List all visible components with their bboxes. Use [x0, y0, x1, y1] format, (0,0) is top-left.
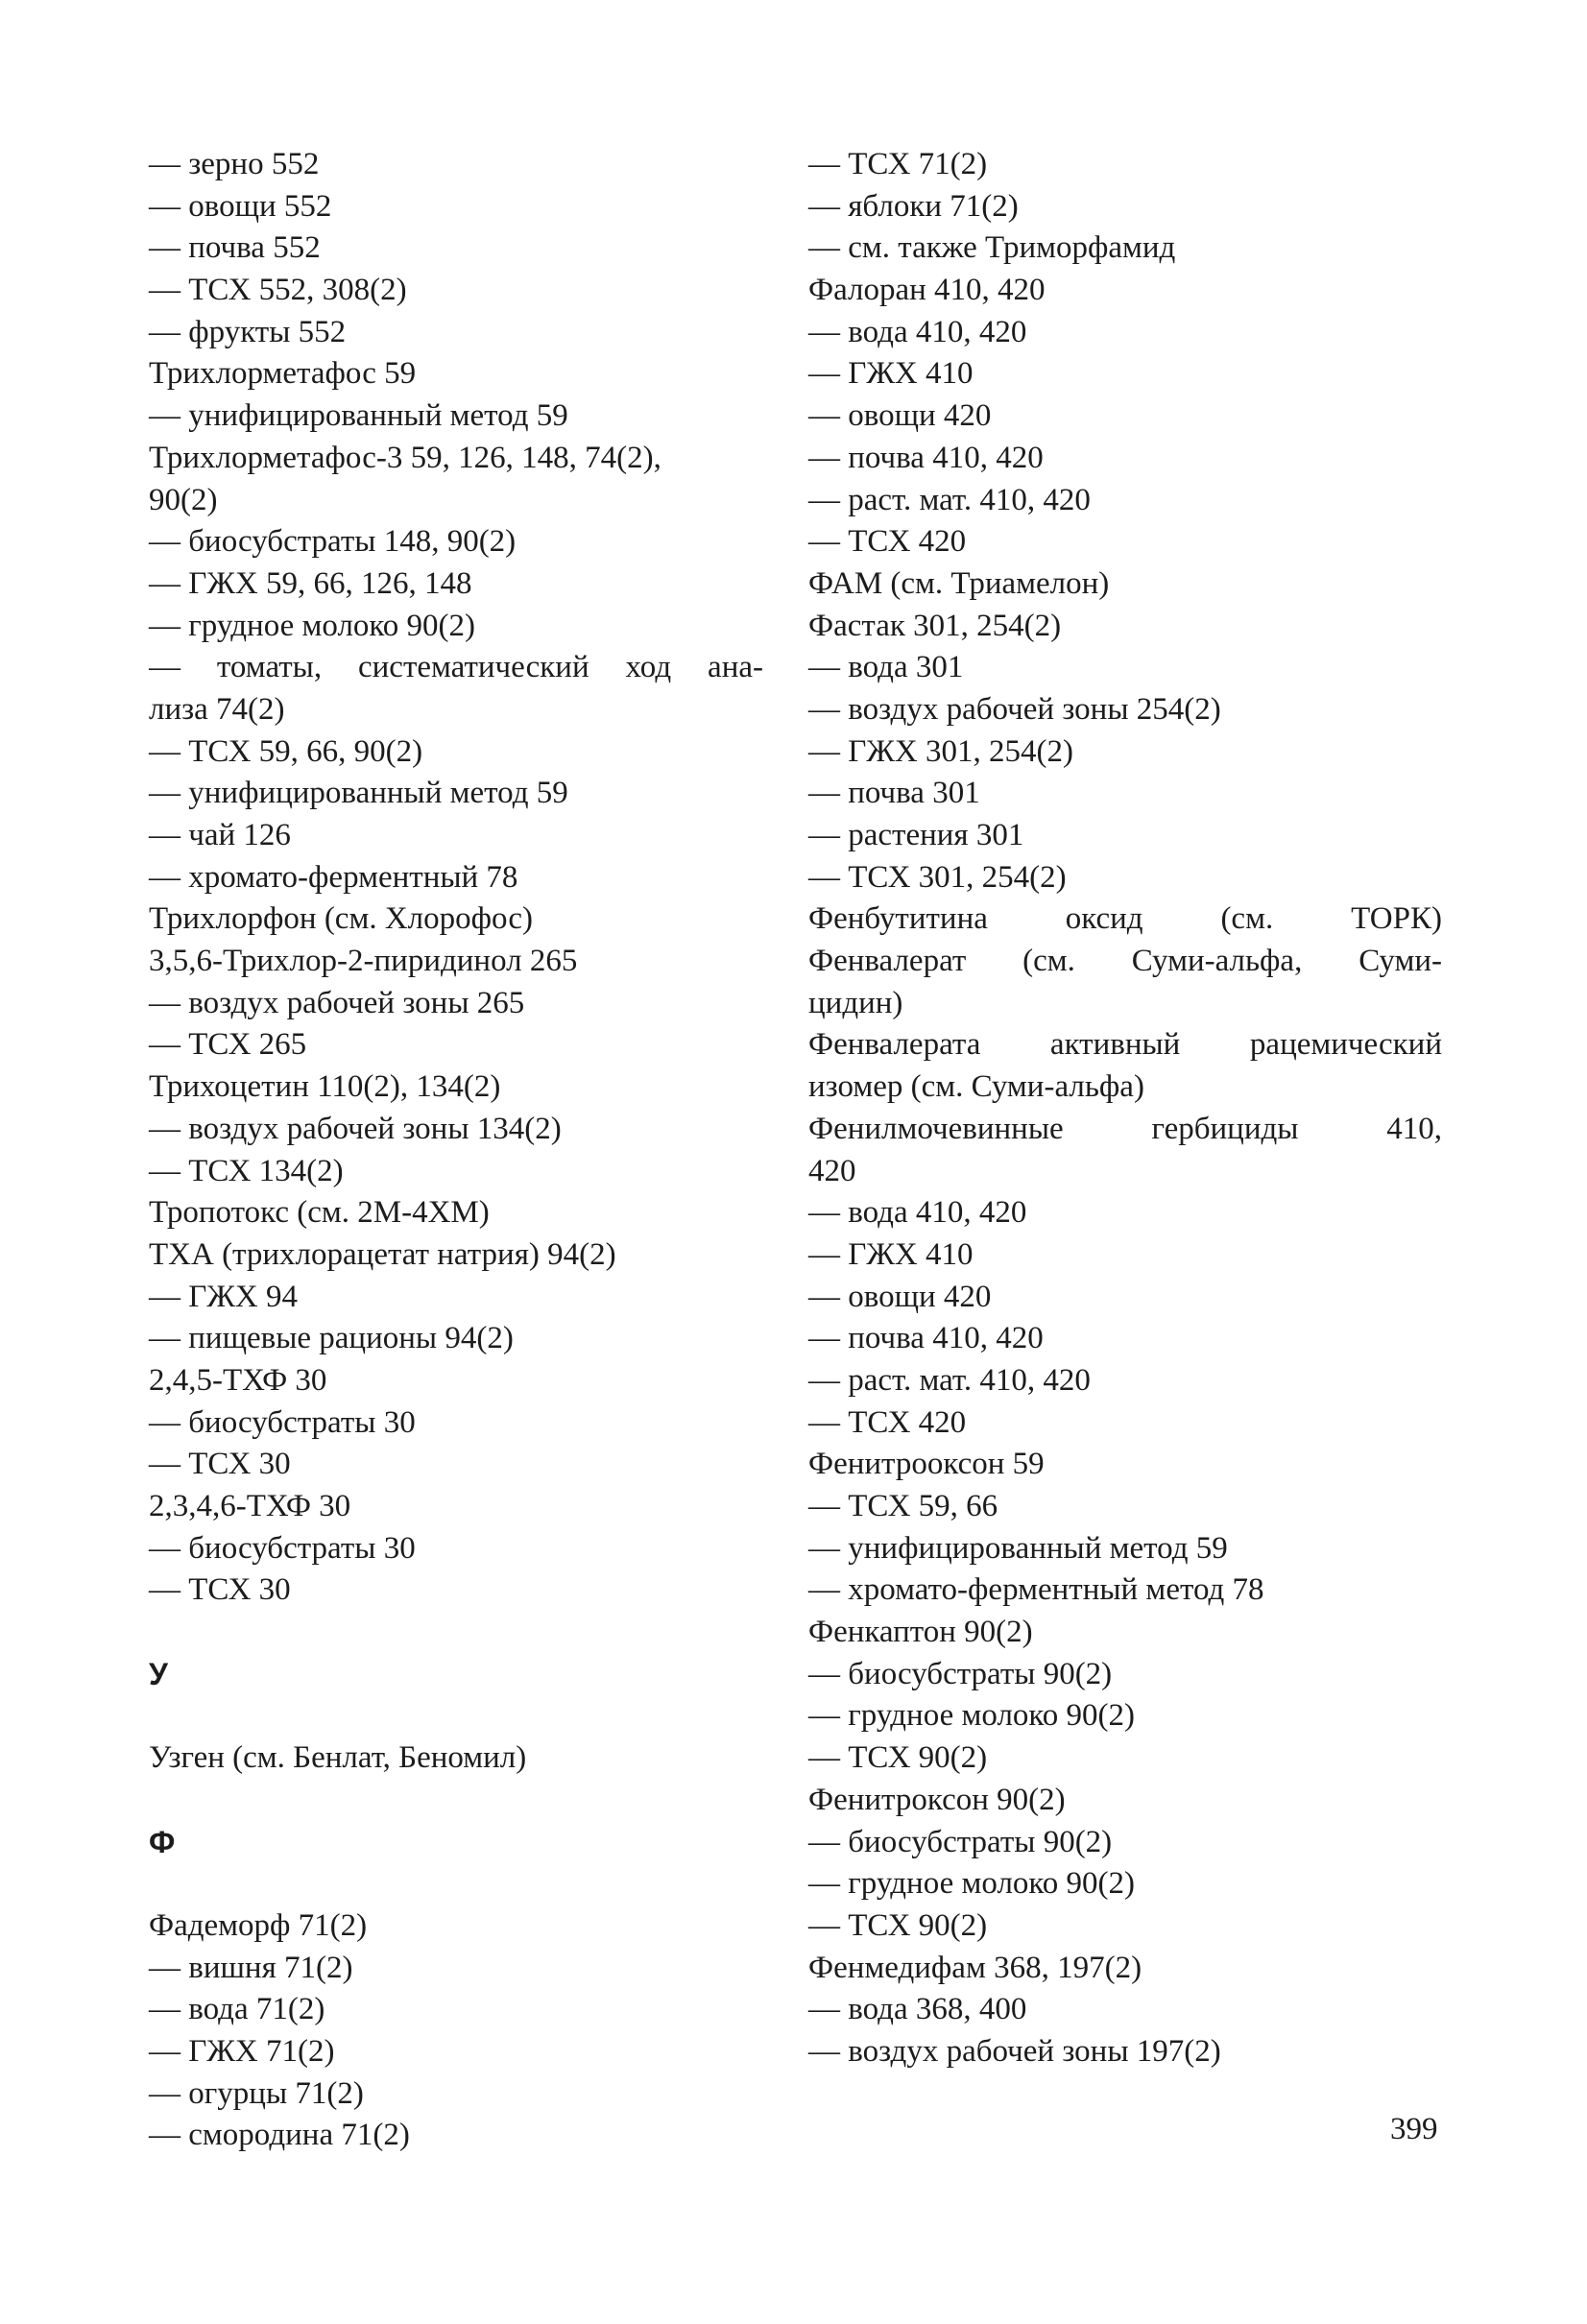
index-subentry: — почва 552 [149, 230, 321, 266]
index-entry: 90(2) [149, 482, 218, 517]
index-subentry: — почва 410, 420 [808, 1321, 1044, 1356]
index-subentry: — ТСХ 59, 66, 90(2) [149, 733, 423, 769]
section-letter: У [149, 1656, 168, 1691]
index-subentry: — овощи 420 [808, 1279, 992, 1314]
index-column-right [808, 144, 1442, 2073]
index-subentry: — биосубстраты 90(2) [808, 1656, 1113, 1691]
index-subentry: — биосубстраты 90(2) [808, 1824, 1113, 1859]
index-subentry: — почва 301 [808, 776, 980, 811]
index-subentry: — воздух рабочей зоны 254(2) [808, 691, 1221, 727]
index-entry: 420 [808, 1153, 856, 1188]
index-entry: Фенвалерата активный рацемический [808, 1027, 1442, 1063]
index-subentry: — вода 71(2) [149, 1992, 325, 2027]
index-subentry: — унифицированный метод 59 [149, 776, 568, 811]
index-entry: Фастак 301, 254(2) [808, 608, 1062, 643]
index-subentry: — хромато-ферментный метод 78 [808, 1572, 1264, 1608]
index-subentry: — фрукты 552 [149, 314, 347, 349]
index-subentry: — овощи 552 [149, 188, 332, 224]
index-entry: Фадеморф 71(2) [149, 1907, 368, 1943]
index-subentry: — воздух рабочей зоны 197(2) [808, 2033, 1221, 2069]
index-subentry: — ТСХ 30 [149, 1447, 291, 1482]
index-subentry: — биосубстраты 30 [149, 1404, 416, 1440]
index-entry: Фенкаптон 90(2) [808, 1615, 1033, 1650]
index-entry: Фенбутитина оксид (см. ТОРК) [808, 901, 1442, 937]
index-subentry: — грудное молоко 90(2) [808, 1698, 1136, 1734]
index-subentry: — зерно 552 [149, 147, 320, 181]
index-subentry: — вода 410, 420 [808, 314, 1027, 349]
index-entry: Фенвалерат (см. Суми-альфа, Суми- [808, 944, 1442, 979]
index-entry: Трихлорметафос 59 [149, 356, 417, 392]
index-entry: 2,4,5-ТХФ 30 [149, 1362, 327, 1398]
index-subentry: — хромато-ферментный 78 [149, 859, 518, 895]
index-subentry: — ТСХ 59, 66 [808, 1489, 998, 1523]
index-subentry: — унифицированный метод 59 [149, 398, 568, 434]
section-letter: Ф [149, 1824, 176, 1859]
index-subentry: — ГЖХ 301, 254(2) [808, 733, 1073, 769]
index-entry: 3,5,6-Трихлор-2-пиридинол 265 [149, 944, 578, 979]
index-subentry: — ТСХ 30 [149, 1572, 291, 1608]
index-entry: Фенилмочевинные гербициды 410, [808, 1111, 1442, 1146]
index-entry: лиза 74(2) [149, 691, 285, 727]
index-subentry: — ТСХ 552, 308(2) [149, 273, 407, 308]
index-subentry: — пищевые рационы 94(2) [149, 1321, 514, 1356]
index-entry: цидин) [808, 985, 903, 1020]
index-subentry: — смородина 71(2) [149, 2118, 410, 2153]
index-entry: Фалоран 410, 420 [808, 273, 1046, 308]
index-subentry: — томаты, систематический ход ана- [149, 650, 763, 685]
index-subentry: — воздух рабочей зоны 134(2) [149, 1111, 562, 1146]
index-entry: Фенмедифам 368, 197(2) [808, 1950, 1142, 1985]
index-entry: Трихоцетин 110(2), 134(2) [149, 1069, 501, 1105]
index-subentry: — почва 410, 420 [808, 440, 1044, 475]
index-subentry: — грудное молоко 90(2) [808, 1866, 1136, 1902]
index-subentry: — вода 301 [808, 650, 964, 685]
index-subentry: — ТСХ 90(2) [808, 1907, 988, 1943]
index-column-left [149, 144, 763, 2157]
index-subentry: — ТСХ 134(2) [149, 1153, 344, 1188]
index-subentry: — ГЖХ 59, 66, 126, 148 [149, 565, 472, 601]
index-entry: 2,3,4,6-ТХФ 30 [149, 1489, 351, 1523]
spacer [149, 1780, 763, 1822]
index-subentry: — огурцы 71(2) [149, 2075, 364, 2111]
index-subentry: — вода 368, 400 [808, 1992, 1027, 2027]
index-subentry: — грудное молоко 90(2) [149, 608, 476, 643]
index-entry: Фенитроксон 90(2) [808, 1782, 1066, 1817]
page-number: 399 [1390, 2112, 1438, 2146]
index-entry: ФАМ (см. Триамелон) [808, 565, 1110, 601]
spacer [149, 1612, 763, 1654]
index-subentry: — ГЖХ 94 [149, 1279, 298, 1314]
index-subentry: — яблоки 71(2) [808, 188, 1019, 224]
index-subentry: — ТСХ 71(2) [808, 147, 988, 181]
spacer [149, 1863, 763, 1905]
index-entry: Трихлорметафос-3 59, 126, 148, 74(2), [149, 440, 661, 475]
index-subentry: — ТСХ 420 [808, 524, 967, 560]
index-subentry: — вода 410, 420 [808, 1195, 1027, 1231]
index-entry: ТХА (трихлорацетат натрия) 94(2) [149, 1236, 616, 1272]
index-entry: изомер (см. Суми-альфа) [808, 1069, 1144, 1105]
index-subentry: — чай 126 [149, 818, 291, 852]
index-subentry: — растения 301 [808, 818, 1024, 852]
index-subentry: — ГЖХ 410 [808, 1236, 974, 1272]
index-entry: Тропотокс (см. 2М-4ХМ) [149, 1195, 490, 1231]
index-subentry: — ТСХ 90(2) [808, 1740, 988, 1776]
index-subentry: — биосубстраты 30 [149, 1530, 416, 1566]
index-subentry: — овощи 420 [808, 398, 992, 434]
index-entry: Узген (см. Бенлат, Беномил) [149, 1740, 527, 1776]
spacer [149, 1695, 763, 1737]
index-subentry: — воздух рабочей зоны 265 [149, 985, 525, 1020]
index-entry: Трихлорфон (см. Хлорофос) [149, 901, 533, 937]
index-subentry: — ТСХ 265 [149, 1027, 307, 1063]
index-subentry: — раст. мат. 410, 420 [808, 1362, 1091, 1398]
index-subentry: — ТСХ 420 [808, 1404, 967, 1440]
index-subentry: — унифицированный метод 59 [808, 1530, 1228, 1566]
index-subentry: — ГЖХ 410 [808, 356, 974, 392]
index-subentry: — ТСХ 301, 254(2) [808, 859, 1067, 895]
index-subentry: — раст. мат. 410, 420 [808, 482, 1091, 517]
index-subentry: — см. также Триморфамид [808, 230, 1176, 266]
index-subentry: — вишня 71(2) [149, 1950, 353, 1985]
index-subentry: — ГЖХ 71(2) [149, 2033, 335, 2069]
index-entry: Фенитрооксон 59 [808, 1447, 1045, 1482]
index-subentry: — биосубстраты 148, 90(2) [149, 524, 517, 560]
